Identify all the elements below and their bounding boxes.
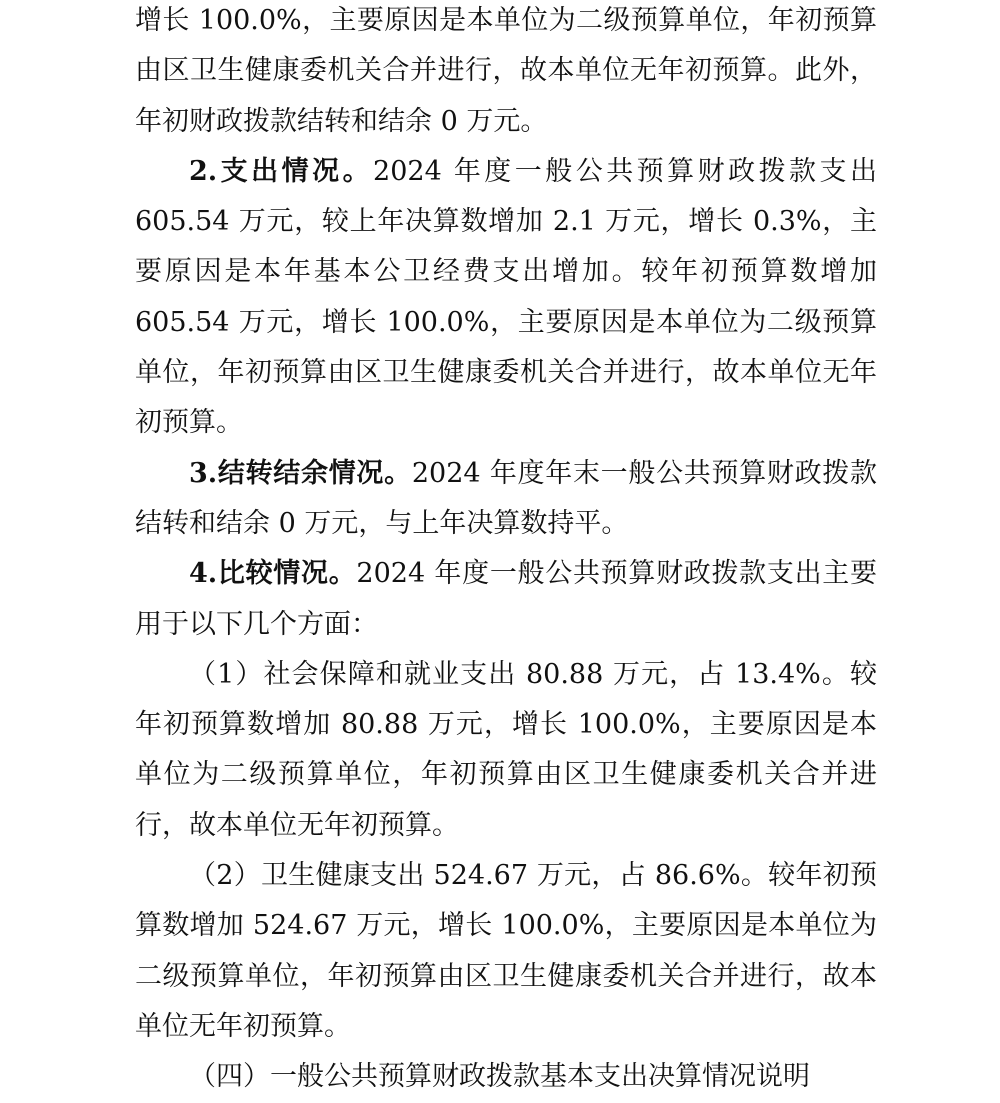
paragraph-health — [135, 851, 877, 1052]
paragraph-social-security — [135, 650, 877, 851]
paragraph-comparison — [135, 549, 877, 650]
paragraph-budget-continuation — [135, 0, 877, 147]
paragraph-text: 2024 年度年末一般公共预算财政拨款结转和结余 0 万元，与上年决算数持平。 — [135, 457, 878, 539]
paragraph-expenditure — [135, 147, 877, 449]
section-heading: （四）一般公共预算财政拨款基本支出决算情况说明 — [189, 1061, 810, 1093]
paragraph-lead: 4.比较情况。 — [189, 558, 357, 590]
paragraph-lead: 2.支出情况。 — [189, 155, 374, 187]
paragraph-text: 2024 年度一般公共预算财政拨款支出 605.54 万元，较上年决算数增加 2.1 万元，增长 0.3%，主要原因是本年基本公卫经费支出增加。较年初预算数增加 605.54 万元，增长 100.0%，主要原因是本单位为二级预算单位，年初预算由区卫生健康委机关合并进行，故本单位无年初预算。 — [135, 155, 878, 439]
paragraph-lead: 3.结转结余情况。 — [189, 457, 412, 489]
paragraph-carryover — [135, 449, 877, 550]
paragraph-text: （1）社会保障和就业支出 80.88 万元，占 13.4%。较年初预算数增加 80.88 万元，增长 100.0%，主要原因是本单位为二级预算单位，年初预算由区卫生健康委机关合并进行，故本单位无年初预算。 — [135, 658, 877, 841]
paragraph-text: 增长 100.0%，主要原因是本单位为二级预算单位，年初预算由区卫生健康委机关合并进行，故本单位无年初预算。此外，年初财政拨款结转和结余 0 万元。 — [135, 5, 877, 137]
paragraph-text: （2）卫生健康支出 524.67 万元，占 86.6%。较年初预算数增加 524.67 万元，增长 100.0%，主要原因是本单位为二级预算单位，年初预算由区卫生健康委机关合并进行，故本单位无年初预算。 — [135, 860, 877, 1042]
paragraph-text: 2024 年度一般公共预算财政拨款支出主要用于以下几个方面： — [135, 558, 878, 640]
document-page — [135, 0, 877, 1103]
